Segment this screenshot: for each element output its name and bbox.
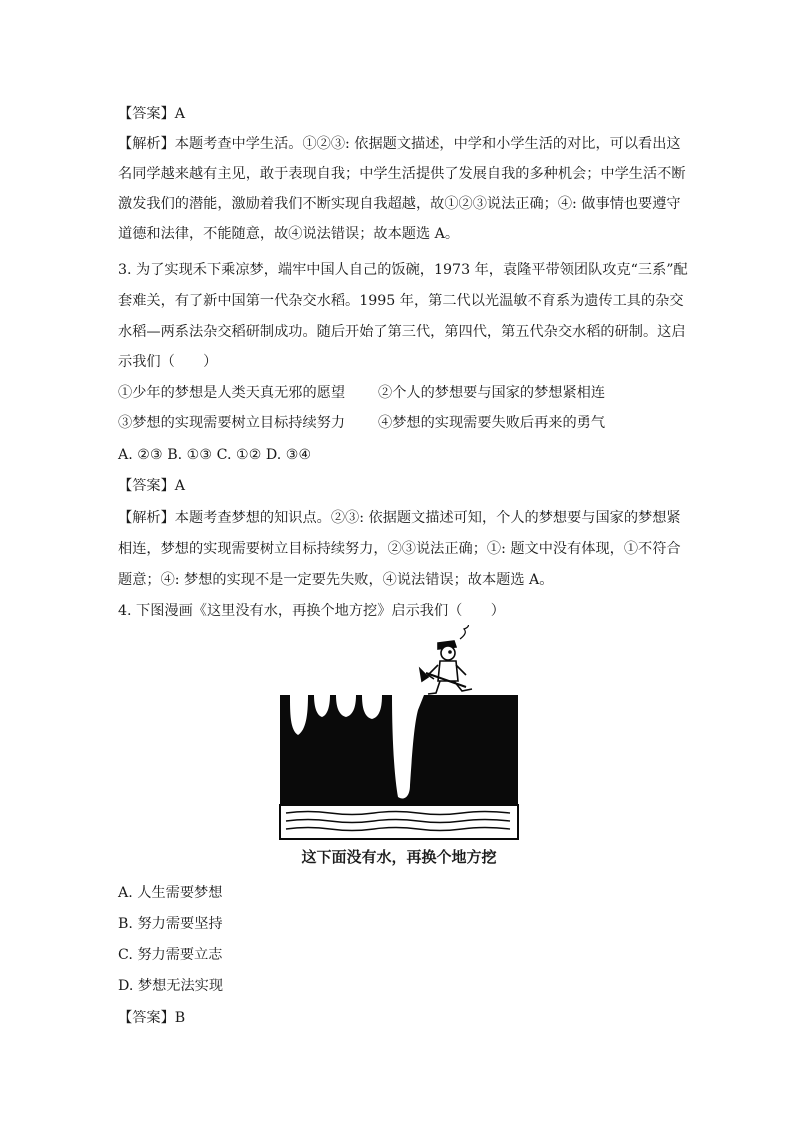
question-3-stem: 示我们（ ） xyxy=(118,354,218,370)
answer-label-q3: 【答案】A xyxy=(118,478,185,494)
question-3-stem: 水稻—两系法杂交稻研制成功。随后开始了第三代，第四代，第五代杂交水稻的研制。这启 xyxy=(118,324,686,340)
statement-4: ④梦想的实现需要失败后再来的勇气 xyxy=(378,415,606,431)
ground-with-wells xyxy=(280,695,518,805)
answer-label-q2: 【答案】A xyxy=(118,106,185,122)
analysis-line: 相连，梦想的实现需要树立目标持续努力，②③说法正确；①: 题文中没有体现，①不符合 xyxy=(118,541,681,557)
option-a: A. 人生需要梦想 xyxy=(118,885,223,901)
cartoon-digging-image xyxy=(278,625,520,841)
statement-1: ①少年的梦想是人类天真无邪的愿望 xyxy=(118,385,346,401)
statement-3: ③梦想的实现需要树立目标持续努力 xyxy=(118,415,346,431)
option-d: D. 梦想无法实现 xyxy=(118,978,224,994)
question-4-stem: 4. 下图漫画《这里没有水，再换个地方挖》启示我们（ ） xyxy=(118,603,505,619)
question-3-stem: 套难关，有了新中国第一代杂交水稻。1995 年，第二代以光温敏不育系为遗传工具的杂交 xyxy=(118,293,684,309)
analysis-line: 名同学越来越有主见，敢于表现自我；中学生活提供了发展自我的多种机会；中学生活不断 xyxy=(118,166,686,182)
cartoon-caption: 这下面没有水，再换个地方挖 xyxy=(301,848,497,866)
analysis-line: 道德和法律，不能随意，故④说法错误；故本题选 A。 xyxy=(118,226,460,242)
question-3-choices: A. ②③ B. ①③ C. ①② D. ③④ xyxy=(118,447,312,463)
statement-2: ②个人的梦想要与国家的梦想紧相连 xyxy=(378,385,606,401)
question-3-stem: 3. 为了实现禾下乘凉梦，端牢中国人自己的饭碗，1973 年，袁隆平带领团队攻克“三系”配 xyxy=(118,262,688,278)
analysis-line: 激发我们的潜能，激励着我们不断实现自我超越，故①②③说法正确；④: 做事情也要遵守 xyxy=(118,196,681,212)
option-c: C. 努力需要立志 xyxy=(118,947,223,963)
analysis-line: 题意；④: 梦想的实现不是一定要先失败，④说法错误；故本题选 A。 xyxy=(118,572,554,588)
digger-figure xyxy=(420,625,472,694)
analysis-line: 【解析】本题考查梦想的知识点。②③: 依据题文描述可知，个人的梦想要与国家的梦想紧 xyxy=(118,510,681,526)
option-b: B. 努力需要坚持 xyxy=(118,916,223,932)
answer-label-q4: 【答案】B xyxy=(118,1010,186,1026)
analysis-line: 【解析】本题考查中学生活。①②③: 依据题文描述，中学和小学生活的对比，可以看出这 xyxy=(118,136,681,152)
